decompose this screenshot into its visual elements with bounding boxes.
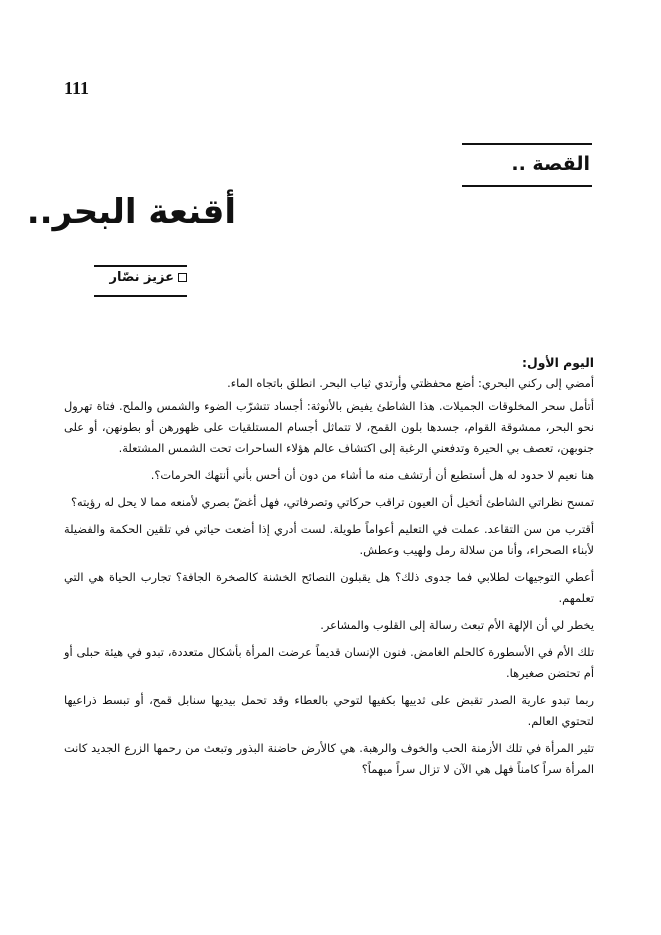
paragraph: أمضي إلى ركني البحري: أضع محفظتي وأرتدي ثياب البحر. انطلق باتجاه الماء. bbox=[227, 376, 594, 390]
page-number: 111 bbox=[64, 78, 90, 98]
story-body bbox=[64, 352, 594, 786]
paragraph: تثير المرأة في تلك الأزمنة الحب والخوف والرهبة. هي كالأرض حاضنة البذور وتبعث من رحمها الزرع الجديد كانت المرأة سراً كامناً فهل هي الآن لا تزال سراً مبهماً؟ bbox=[64, 741, 594, 776]
square-bullet-icon bbox=[178, 273, 187, 282]
paragraph: أقترب من سن التقاعد. عملت في التعليم أعواماً طويلة. لست أدري إذا أضعت حياتي في تلقين الحكمة والفضيلة لأبناء الصحراء، وأنا من سلالة رمل ولهيب وعطش. bbox=[64, 522, 594, 557]
paragraph: أعطي التوجيهات لطلابي فما جدوى ذلك؟ هل يقبلون النصائح الخشنة كالصخرة الجافة؟ تجارب الحياة هي التي تعلمهم. bbox=[64, 570, 594, 605]
paragraph: أتأمل سحر المخلوقات الجميلات. هذا الشاطئ يفيض بالأنوثة: أجساد تتشرّب الضوء والشمس والملح. فتاة تهرول نحو البحر، ممشوقة القوام، جسدها بلون القمح، لا تتماثل أجسام المستلقيات على ظهورهن أو بطونهن، أو على جنوبهن، تعصف بي الحيرة وتدفعني الرغبة إلى اكتشاف عالم هؤلاء الساحرات تحت الشمس المشتعلة. bbox=[64, 399, 594, 455]
paragraph: تلك الأم في الأسطورة كالحلم الغامض. فنون الإنسان قديماً عرضت المرأة بأشكال متعددة، تبدو في هيئة حبلى أو أم تحتضن صغيرها. bbox=[64, 645, 594, 680]
author-line bbox=[109, 270, 187, 285]
paragraph: ربما تبدو عارية الصدر تقبض على ثدييها بكفيها لتوحي بالعطاء وقد تحمل بيديها سنابل قمح، أو تبسط ذراعيها لتحتوي العالم. bbox=[64, 693, 594, 728]
author-byline bbox=[94, 265, 187, 297]
section-label: القصة .. bbox=[511, 153, 590, 175]
paragraph: يخطر لي أن الإلهة الأم تبعث رسالة إلى القلوب والمشاعر. bbox=[320, 618, 594, 632]
paragraph: تمسح نظراتي الشاطئ أتخيل أن العيون تراقب حركاتي وتصرفاتي، فهل أغضّ بصري لأمنعه مما لا يحل له رؤيته؟ bbox=[70, 495, 594, 509]
paragraph: هنا نعيم لا حدود له هل أستطيع أن أرتشف منه ما أشاء من دون أن أحس بأني أنتهك الحرمات؟. bbox=[150, 468, 594, 482]
author-name: عزيز نصّار bbox=[109, 270, 174, 285]
story-title: أقنعة البحر.. bbox=[26, 192, 236, 232]
section-header bbox=[462, 143, 592, 187]
day-heading: اليوم الأول: bbox=[521, 355, 594, 370]
